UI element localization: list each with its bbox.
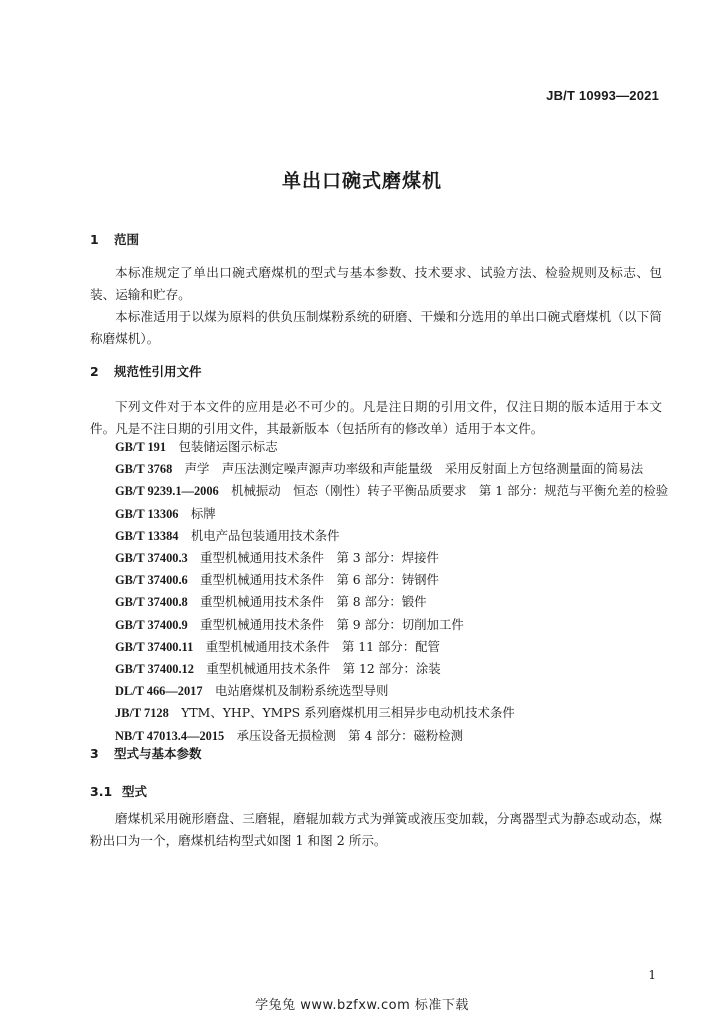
reference-item: DL/T 466—2017 电站磨煤机及制粉系统选型导则	[115, 683, 389, 699]
reference-item: GB/T 37400.9 重型机械通用技术条件 第 9 部分：切削加工件	[115, 616, 464, 632]
section-1-paragraph-2: 本标准适用于以煤为原料的供负压制煤粉系统的研磨、干燥和分选用的单出口碗式磨煤机（以下简称磨煤机）。	[90, 309, 662, 346]
reference-item: GB/T 37400.12 重型机械通用技术条件 第 12 部分：涂装	[115, 661, 441, 677]
section-number: 1	[90, 232, 99, 247]
reference-item: GB/T 9239.1—2006 机械振动 恒态（刚性）转子平衡品质要求 第 1 部分：规范与平衡允差的检验	[115, 483, 669, 499]
document-title: 单出口碗式磨煤机	[281, 170, 442, 192]
section-number: 3.1	[90, 784, 113, 799]
reference-item: GB/T 191 包装储运图示标志	[115, 439, 278, 454]
section-1-paragraph-1: 本标准规定了单出口碗式磨煤机的型式与基本参数、技术要求、试验方法、检验规则及标志、包装、运输和贮存。	[90, 265, 662, 302]
reference-item: NB/T 47013.4—2015 承压设备无损检测 第 4 部分：磁粉检测	[115, 727, 464, 743]
section-title: 型式	[122, 784, 148, 799]
reference-item: GB/T 37400.11 重型机械通用技术条件 第 11 部分：配管	[115, 638, 440, 654]
normative-references-list	[90, 436, 670, 747]
standard-code: JB/T 10993—2021	[546, 88, 659, 103]
section-number: 3	[90, 746, 99, 761]
page-number: 1	[648, 968, 656, 982]
reference-item: GB/T 13384 机电产品包装通用技术条件	[115, 527, 340, 543]
reference-item: GB/T 3768 声学 声压法测定噪声源声功率级和声能量级 采用反射面上方包络测量面的简易法	[115, 461, 644, 477]
reference-item: GB/T 13306 标牌	[115, 505, 216, 521]
section-title: 规范性引用文件	[114, 364, 202, 379]
section-3-heading	[90, 744, 202, 762]
watermark-footer: 学兔兔 www.bzfxw.com 标准下载	[255, 998, 469, 1013]
section-3-1-paragraph: 磨煤机采用碗形磨盘、三磨辊，磨辊加载方式为弹簧或液压变加载，分离器型式为静态或动态，煤粉出口为一个，磨煤机结构型式如图 1 和图 2 所示。	[90, 811, 662, 848]
section-title: 范围	[114, 232, 140, 247]
section-2-heading	[90, 362, 202, 380]
reference-item: GB/T 37400.6 重型机械通用技术条件 第 6 部分：铸钢件	[115, 572, 439, 588]
section-2-intro: 下列文件对于本文件的应用是必不可少的。凡是注日期的引用文件，仅注日期的版本适用于本文件。凡是不注日期的引用文件，其最新版本（包括所有的修改单）适用于本文件。	[90, 399, 662, 436]
reference-item: GB/T 37400.8 重型机械通用技术条件 第 8 部分：锻件	[115, 594, 427, 610]
section-3-1-heading	[90, 782, 147, 800]
section-1-heading	[90, 230, 139, 248]
reference-item: GB/T 37400.3 重型机械通用技术条件 第 3 部分：焊接件	[115, 550, 439, 566]
reference-item: JB/T 7128 YTM、YHP、YMPS 系列磨煤机用三相异步电动机技术条件	[115, 705, 515, 721]
section-title: 型式与基本参数	[114, 746, 202, 761]
section-number: 2	[90, 364, 99, 379]
